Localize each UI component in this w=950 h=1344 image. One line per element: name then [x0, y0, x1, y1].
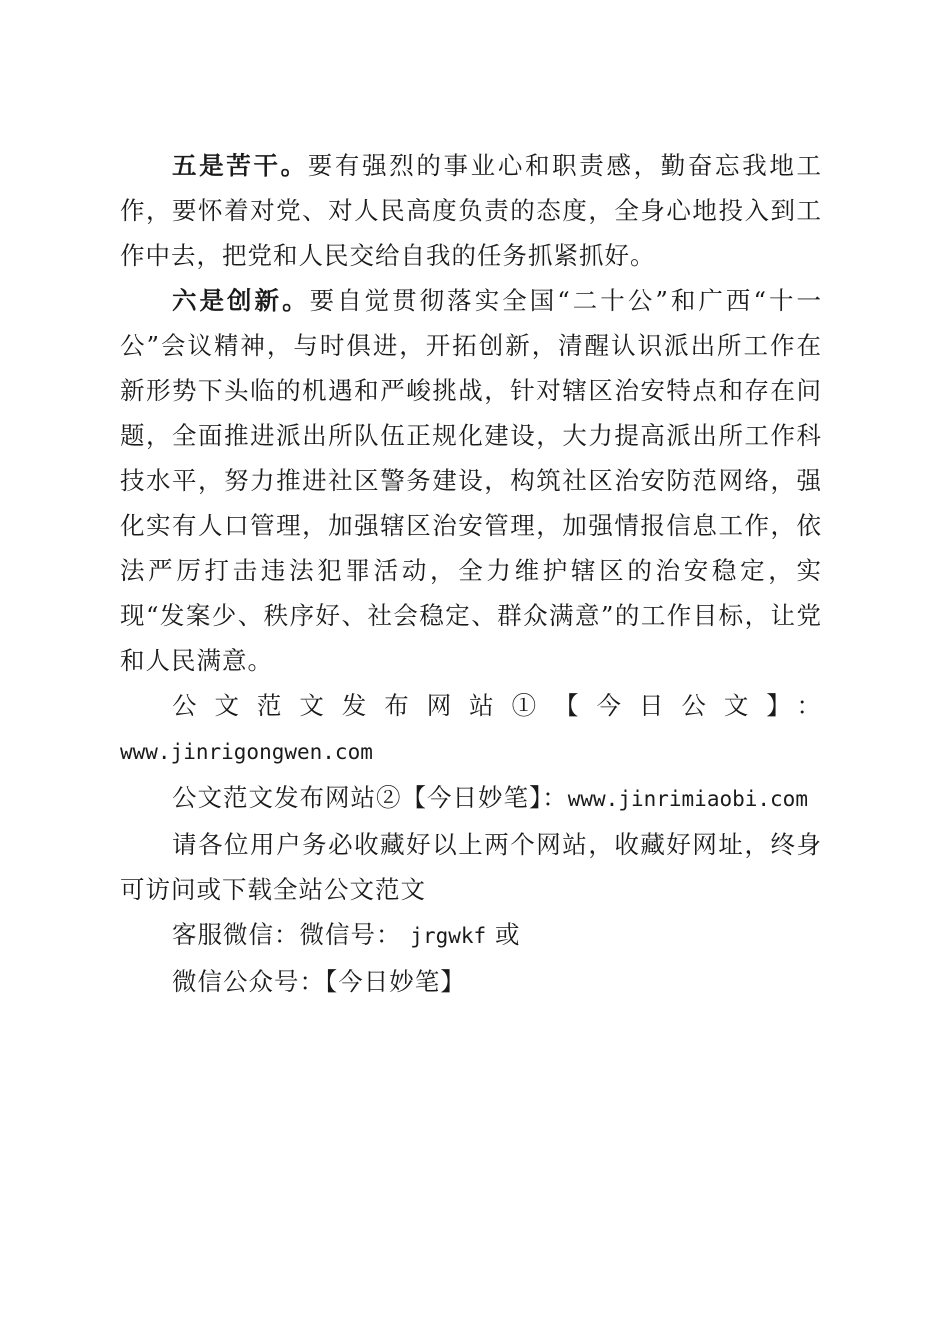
site-1-label: 公文范文发布网站①【今日公文】：	[172, 691, 822, 720]
paragraph-text: 要自觉贯彻落实全国“二十公”和广西“十一公”会议精神，与时俱进，开拓创新，清醒认识派出所工作在新形势下头临的机遇和严峻挑战，针对辖区治安特点和存在问题，全面推进派出所队伍正规化建设，大力提高派出所工作科技水平，努力推进社区警务建设，构筑社区治安防范网络，强化实有人口管理，加强辖区治安管理，加强情报信息工作，依法严厉打击违法犯罪活动，全力维护辖区的治安稳定，实现“发案少、秩序好、社会稳定、群众满意”的工作目标，让党和人民满意。	[120, 286, 823, 675]
bookmark-notice: 请各位用户务必收藏好以上两个网站，收藏好网址，终身可访问或下载全站公文范文	[120, 830, 822, 904]
document-body	[120, 143, 822, 1004]
service-label: 客服微信：微信号：	[172, 920, 402, 949]
site-2-label: 公文范文发布网站②【今日妙笔】：	[172, 783, 568, 812]
site-2-line	[120, 775, 822, 822]
site-1-url-line	[120, 728, 822, 775]
service-suffix: 或	[494, 920, 521, 949]
paragraph-text: 要有强烈的事业心和职责感，勤奋忘我地工作，要怀着对党、对人民高度负责的态度，全身心地投入到工作中去，把党和人民交给自我的任务抓紧抓好。	[120, 151, 823, 270]
paragraph-lead: 六是创新。	[172, 286, 310, 315]
service-wechat-id: jrgwkf	[410, 924, 487, 948]
official-account-line: 微信公众号：【今日妙笔】	[172, 967, 466, 996]
site-1-url[interactable]: www.jinrigongwen.com	[120, 740, 373, 764]
service-line	[120, 912, 822, 959]
site-2-url[interactable]: www.jinrimiaobi.com	[567, 787, 808, 811]
paragraph-innovation	[120, 278, 822, 683]
paragraph-lead: 五是苦干。	[172, 151, 308, 180]
paragraph-hard-work	[120, 143, 822, 278]
